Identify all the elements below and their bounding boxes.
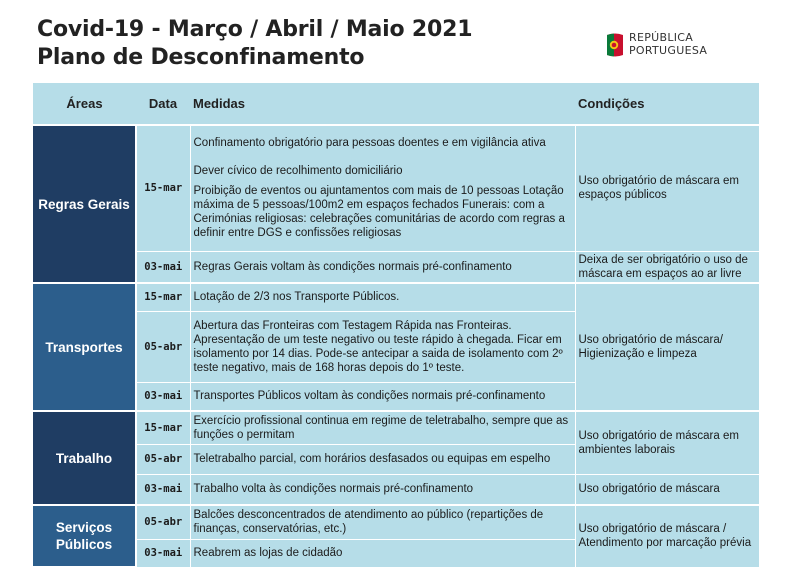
logo-text — [629, 31, 707, 57]
medidas-cell: Balcões desconcentrados de atendimento ao público (repartições de finanças, conservatórias, etc.) — [190, 505, 575, 539]
medidas-cell: Reabrem as lojas de cidadão — [190, 539, 575, 567]
table-header-row — [33, 83, 759, 125]
table-row — [33, 411, 759, 444]
table-row — [33, 505, 759, 539]
date-cell: 03-mai — [136, 251, 190, 283]
condicoes-cell: Uso obrigatório de máscara / Atendimento por marcação prévia — [575, 505, 759, 567]
title-line-2: Plano de Desconfinamento — [37, 45, 365, 70]
logo-line-1: REPÚBLICA — [629, 31, 694, 44]
area-transportes: Transportes — [33, 283, 136, 411]
medida-text: Proibição de eventos ou ajuntamentos com mais de 10 pessoas Lotação máxima de 5 pessoas/100m2 em espaços fechados Funerais: com a Cerimónias religiosas: celebrações comunitárias de acordo com regras a definir entre DGS e confissões religiosas — [193, 185, 565, 240]
logo-line-2: PORTUGUESA — [629, 44, 708, 57]
header-areas: Áreas — [33, 83, 136, 125]
title-line-1: Covid-19 - Março / Abril / Maio 2021 — [37, 17, 473, 42]
page-title — [37, 16, 472, 72]
medidas-cell — [190, 125, 575, 251]
condicoes-cell: Uso obrigatório de máscara em ambientes laborais — [575, 411, 759, 474]
date-cell: 15-mar — [136, 125, 190, 251]
header-condicoes: Condições — [575, 83, 759, 125]
medidas-cell: Lotação de 2/3 nos Transporte Públicos. — [190, 283, 575, 311]
date-cell: 03-mai — [136, 474, 190, 505]
desconfinamento-table — [33, 83, 759, 568]
area-trabalho: Trabalho — [33, 411, 136, 505]
medidas-cell: Abertura das Fronteiras com Testagem Rápida nas Fronteiras. Apresentação de um teste negativo ou teste rápido à chegada. Ficar em isolamento por 14 dias. Pode-se antecipar a saida de isolamento com 2º teste negativo, mais de 168 horas depois do 1º teste. — [190, 311, 575, 382]
date-cell: 03-mai — [136, 539, 190, 567]
medidas-cell: Transportes Públicos voltam às condições normais pré-confinamento — [190, 382, 575, 411]
area-servicos-publicos: Serviços Públicos — [33, 505, 136, 567]
table-row — [33, 125, 759, 251]
date-cell: 15-mar — [136, 411, 190, 444]
medidas-cell: Exercício profissional continua em regime de teletrabalho, sempre que as funções o permitam — [190, 411, 575, 444]
medidas-cell: Teletrabalho parcial, com horários desfasados ou equipas em espelho — [190, 444, 575, 474]
condicoes-cell: Uso obrigatório de máscara em espaços públicos — [575, 125, 759, 251]
table-row — [33, 283, 759, 311]
condicoes-cell: Deixa de ser obrigatório o uso de máscara em espaços ao ar livre — [575, 251, 759, 283]
flag-emblem-icon — [606, 32, 624, 58]
header-medidas: Medidas — [190, 83, 575, 125]
area-regras-gerais: Regras Gerais — [33, 125, 136, 283]
date-cell: 05-abr — [136, 311, 190, 382]
medida-text: Dever cívico de recolhimento domiciliário — [193, 165, 403, 178]
medidas-cell: Regras Gerais voltam às condições normais pré-confinamento — [190, 251, 575, 283]
medida-text: Confinamento obrigatório para pessoas doentes e em vigilância ativa — [193, 137, 546, 150]
date-cell: 03-mai — [136, 382, 190, 411]
condicoes-cell: Uso obrigatório de máscara — [575, 474, 759, 505]
table-row — [33, 474, 759, 505]
header-data: Data — [136, 83, 190, 125]
condicoes-cell: Uso obrigatório de máscara/ Higienização e limpeza — [575, 283, 759, 411]
republica-portuguesa-logo — [606, 29, 726, 63]
date-cell: 15-mar — [136, 283, 190, 311]
date-cell: 05-abr — [136, 505, 190, 539]
table-row — [33, 251, 759, 283]
medidas-cell: Trabalho volta às condições normais pré-confinamento — [190, 474, 575, 505]
date-cell: 05-abr — [136, 444, 190, 474]
